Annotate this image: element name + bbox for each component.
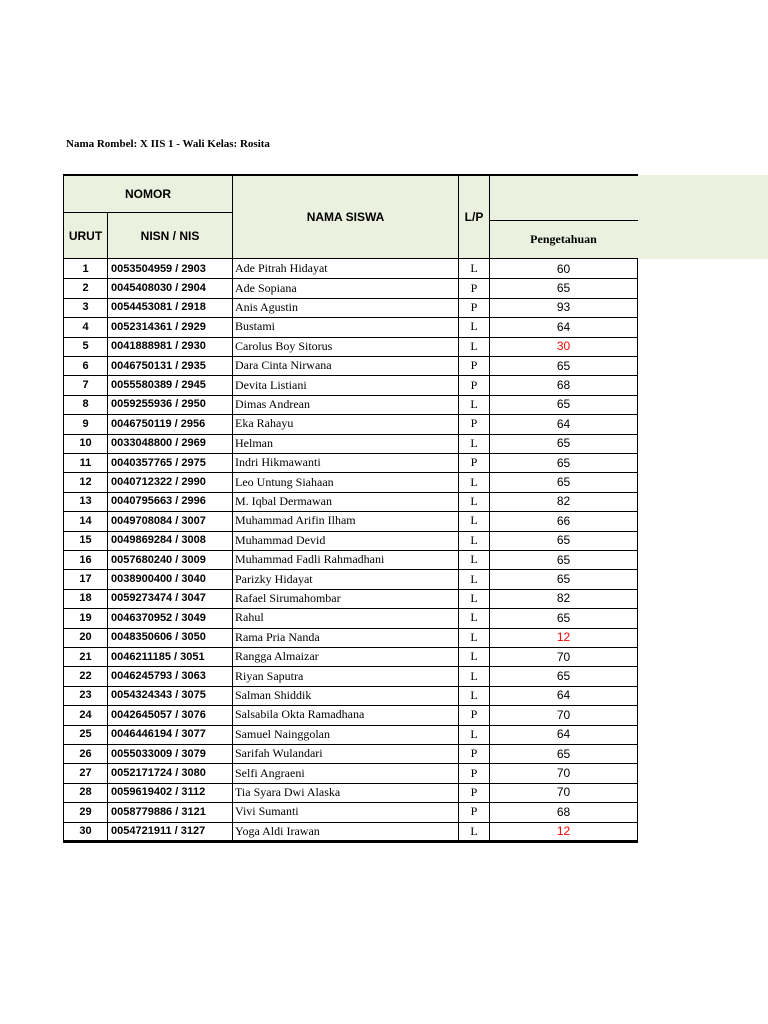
row-gender: L <box>470 435 478 450</box>
row-gender: L <box>470 513 478 528</box>
row-nisn: 0045408030 / 2904 <box>111 282 206 295</box>
header-nisn: NISN / NIS <box>140 228 200 243</box>
row-nisn: 0059619402 / 3112 <box>111 786 206 799</box>
class-caption: Nama Rombel: X IIS 1 - Wali Kelas: Rosita <box>66 138 270 150</box>
row-number: 6 <box>82 359 89 372</box>
row-student-name: Muhammad Fadli Rahmadhani <box>235 552 385 567</box>
row-score: 70 <box>556 649 571 664</box>
row-gender: L <box>470 610 478 625</box>
row-student-name: Riyan Saputra <box>235 668 304 683</box>
row-number: 30 <box>79 825 92 838</box>
row-number: 29 <box>79 805 92 818</box>
row-gender: L <box>470 261 478 276</box>
row-gender: L <box>470 552 478 567</box>
row-student-name: Rafael Sirumahombar <box>235 590 341 605</box>
row-score: 70 <box>556 707 571 722</box>
row-nisn: 0041888981 / 2930 <box>111 340 206 353</box>
row-gender: L <box>470 338 478 353</box>
header-lp: L/P <box>464 210 484 224</box>
row-gender: L <box>470 396 478 411</box>
row-nisn: 0053504959 / 2903 <box>111 262 206 275</box>
row-nisn: 0059273474 / 3047 <box>111 592 206 605</box>
row-student-name: Ade Sopiana <box>235 280 297 295</box>
row-student-name: Rangga Almaizar <box>235 649 319 664</box>
column-divider <box>107 212 108 842</box>
row-nisn: 0033048800 / 2969 <box>111 437 206 450</box>
row-student-name: Muhammad Devid <box>235 532 326 547</box>
row-score: 66 <box>556 513 571 528</box>
row-gender: P <box>470 707 478 722</box>
row-score: 70 <box>556 785 571 800</box>
row-nisn: 0040712322 / 2990 <box>111 476 206 489</box>
row-number: 16 <box>79 553 92 566</box>
row-number: 26 <box>79 747 92 760</box>
row-gender: P <box>470 358 478 373</box>
row-student-name: Dara Cinta Nirwana <box>235 358 332 373</box>
row-gender: L <box>470 649 478 664</box>
row-nisn: 0054453081 / 2918 <box>111 301 206 314</box>
row-number: 22 <box>79 670 92 683</box>
row-student-name: Rama Pria Nanda <box>235 629 320 644</box>
row-number: 7 <box>82 379 89 392</box>
row-number: 23 <box>79 689 92 702</box>
row-number: 3 <box>82 301 89 314</box>
row-student-name: Bustami <box>235 319 276 334</box>
row-score: 12 <box>556 824 571 839</box>
row-score: 70 <box>556 766 571 781</box>
row-student-name: Eka Rahayu <box>235 416 294 431</box>
row-number: 14 <box>79 514 92 527</box>
column-divider <box>63 174 64 842</box>
row-number: 12 <box>79 476 92 489</box>
row-nisn: 0057680240 / 3009 <box>111 553 206 566</box>
row-score: 65 <box>556 455 571 470</box>
row-nisn: 0048350606 / 3050 <box>111 631 206 644</box>
row-score: 68 <box>556 378 571 393</box>
row-student-name: Rahul <box>235 610 264 625</box>
row-nisn: 0059255936 / 2950 <box>111 398 206 411</box>
row-score: 65 <box>556 533 571 548</box>
row-gender: L <box>470 571 478 586</box>
row-gender: P <box>470 377 478 392</box>
row-number: 27 <box>79 767 92 780</box>
row-gender: L <box>470 590 478 605</box>
row-number: 19 <box>79 611 92 624</box>
row-gender: P <box>470 804 478 819</box>
row-number: 21 <box>79 650 92 663</box>
row-nisn: 0055580389 / 2945 <box>111 379 206 392</box>
row-number: 10 <box>79 437 92 450</box>
row-gender: L <box>470 726 478 741</box>
row-nisn: 0046245793 / 3063 <box>111 670 206 683</box>
row-score: 65 <box>556 552 571 567</box>
row-score: 68 <box>556 804 571 819</box>
row-gender: P <box>470 416 478 431</box>
row-gender: L <box>470 532 478 547</box>
row-number: 24 <box>79 708 92 721</box>
row-nisn: 0046750119 / 2956 <box>111 417 206 430</box>
row-nisn: 0055033009 / 3079 <box>111 747 206 760</box>
row-gender: L <box>470 474 478 489</box>
row-score: 12 <box>556 630 571 645</box>
row-student-name: Helman <box>235 435 273 450</box>
row-gender: L <box>470 493 478 508</box>
row-score: 60 <box>556 261 571 276</box>
row-score: 30 <box>556 339 571 354</box>
row-nisn: 0040795663 / 2996 <box>111 495 206 508</box>
row-nisn: 0054721911 / 3127 <box>111 825 206 838</box>
row-score: 65 <box>556 746 571 761</box>
row-student-name: Anis Agustin <box>235 299 299 314</box>
table-bottom-border <box>63 840 638 843</box>
column-divider <box>458 174 459 842</box>
row-nisn: 0049869284 / 3008 <box>111 534 206 547</box>
row-gender: P <box>470 784 478 799</box>
row-nisn: 0052314361 / 2929 <box>111 320 206 333</box>
row-number: 20 <box>79 631 92 644</box>
row-score: 82 <box>556 591 571 606</box>
row-nisn: 0054324343 / 3075 <box>111 689 206 702</box>
row-student-name: Parizky Hidayat <box>235 571 313 586</box>
row-student-name: Indri Hikmawanti <box>235 455 321 470</box>
row-student-name: M. Iqbal Dermawan <box>235 493 332 508</box>
row-student-name: Selfi Angraeni <box>235 765 305 780</box>
row-number: 4 <box>82 320 89 333</box>
row-score: 64 <box>556 416 571 431</box>
row-gender: L <box>470 687 478 702</box>
row-number: 15 <box>79 534 92 547</box>
row-student-name: Devita Listiani <box>235 377 307 392</box>
row-score: 65 <box>556 475 571 490</box>
row-nisn: 0052171724 / 3080 <box>111 767 206 780</box>
row-nisn: 0046446194 / 3077 <box>111 728 206 741</box>
row-score: 82 <box>556 494 571 509</box>
header-urut: URUT <box>68 228 103 243</box>
column-divider <box>637 258 638 842</box>
row-student-name: Samuel Nainggolan <box>235 726 330 741</box>
row-score: 64 <box>556 319 571 334</box>
row-number: 13 <box>79 495 92 508</box>
row-score: 64 <box>556 727 571 742</box>
row-nisn: 0038900400 / 3040 <box>111 573 206 586</box>
row-number: 5 <box>82 340 89 353</box>
row-number: 1 <box>82 262 89 275</box>
row-number: 9 <box>82 417 89 430</box>
row-nisn: 0046750131 / 2935 <box>111 359 206 372</box>
row-number: 28 <box>79 786 92 799</box>
row-score: 65 <box>556 397 571 412</box>
row-score: 93 <box>556 300 571 315</box>
row-student-name: Sarifah Wulandari <box>235 746 323 761</box>
row-number: 11 <box>79 456 92 469</box>
row-student-name: Salman Shiddik <box>235 687 312 702</box>
row-nisn: 0049708084 / 3007 <box>111 514 206 527</box>
row-score: 65 <box>556 358 571 373</box>
row-gender: L <box>470 629 478 644</box>
row-score: 65 <box>556 436 571 451</box>
header-nama-siswa: NAMA SISWA <box>306 210 385 224</box>
row-number: 2 <box>82 282 89 295</box>
row-gender: L <box>470 668 478 683</box>
row-nisn: 0046211185 / 3051 <box>111 650 205 663</box>
row-nisn: 0042645057 / 3076 <box>111 708 206 721</box>
row-gender: P <box>470 299 478 314</box>
column-divider <box>489 174 490 842</box>
row-score: 65 <box>556 610 571 625</box>
row-nisn: 0046370952 / 3049 <box>111 611 206 624</box>
row-nisn: 0040357765 / 2975 <box>111 456 206 469</box>
row-score: 64 <box>556 688 571 703</box>
row-score: 65 <box>556 281 571 296</box>
row-gender: L <box>470 823 478 838</box>
row-gender: P <box>470 280 478 295</box>
row-number: 8 <box>82 398 89 411</box>
row-student-name: Salsabila Okta Ramadhana <box>235 707 365 722</box>
row-number: 25 <box>79 728 92 741</box>
row-score: 65 <box>556 572 571 587</box>
row-student-name: Carolus Boy Sitorus <box>235 338 333 353</box>
row-student-name: Vivi Sumanti <box>235 804 299 819</box>
row-gender: L <box>470 319 478 334</box>
row-gender: P <box>470 455 478 470</box>
row-student-name: Ade Pitrah Hidayat <box>235 261 328 276</box>
row-student-name: Dimas Andrean <box>235 396 310 411</box>
row-score: 65 <box>556 669 571 684</box>
row-student-name: Yoga Aldi Irawan <box>235 823 320 838</box>
row-gender: P <box>470 746 478 761</box>
column-divider <box>232 174 233 842</box>
row-nisn: 0058779886 / 3121 <box>111 805 206 818</box>
row-gender: P <box>470 765 478 780</box>
row-number: 18 <box>79 592 92 605</box>
header-nomor: NOMOR <box>125 187 171 201</box>
header-pengetahuan: Pengetahuan <box>530 232 597 246</box>
row-student-name: Tia Syara Dwi Alaska <box>235 784 341 799</box>
row-student-name: Leo Untung Siahaan <box>235 474 334 489</box>
row-number: 17 <box>79 573 92 586</box>
row-student-name: Muhammad Arifin Ilham <box>235 513 356 528</box>
